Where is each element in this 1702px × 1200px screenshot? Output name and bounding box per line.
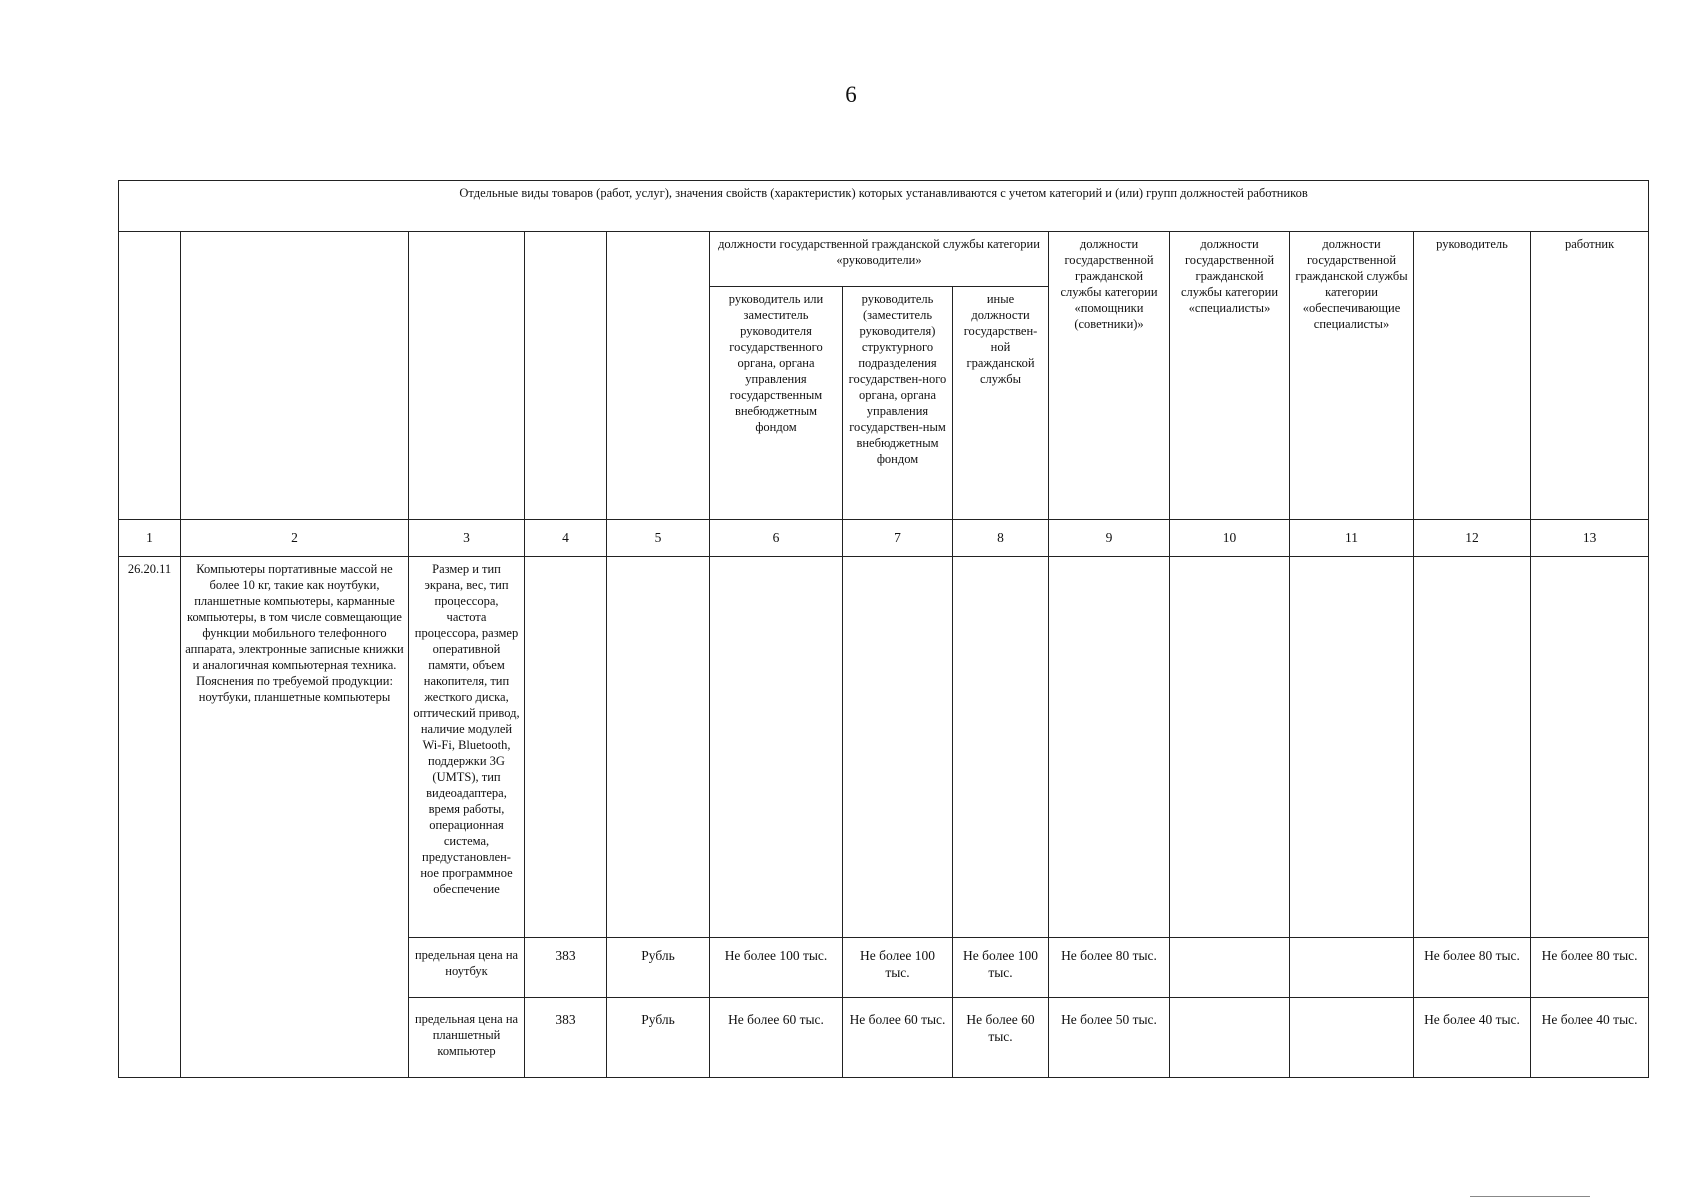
- value-cell: Не более 40 тыс.: [1531, 998, 1649, 1078]
- table-cell-empty: [710, 557, 843, 938]
- subheader-unit-head: руководитель (заместитель руководителя) структурного подразделения государствен-ного органа, органа управления государствен-ным внебюджетным фондом: [843, 287, 953, 520]
- table-cell-empty: [1290, 557, 1414, 938]
- header-specialists: должности государственной гражданской службы категории «специалисты»: [1170, 232, 1290, 520]
- column-number: 6: [710, 520, 843, 557]
- value-cell: Не более 80 тыс.: [1049, 938, 1170, 998]
- value-cell: Не более 100 тыс.: [843, 938, 953, 998]
- footer-rule: [1470, 1196, 1590, 1197]
- header-cell-empty: [607, 232, 710, 520]
- value-cell: [1290, 938, 1414, 998]
- table-cell-empty: [525, 557, 607, 938]
- header-assistants: должности государственной гражданской службы категории «помощники (советники)»: [1049, 232, 1170, 520]
- value-cell: Не более 80 тыс.: [1414, 938, 1531, 998]
- value-cell: [1290, 998, 1414, 1078]
- header-head: руководитель: [1414, 232, 1531, 520]
- value-cell: Не более 60 тыс.: [953, 998, 1049, 1078]
- description-text: Компьютеры портативные массой не более 10 кг, такие как ноутбуки, планшетные компьютеры, карманные компьютеры, в том числе совмещающие функции мобильного телефонного аппарата, электронные записные книжки и аналогичная компьютерная техника.: [185, 562, 404, 672]
- property-name: предельная цена на планшетный компьютер: [409, 998, 525, 1078]
- product-description: [181, 557, 409, 1078]
- value-cell: Не более 100 тыс.: [710, 938, 843, 998]
- column-number: 5: [607, 520, 710, 557]
- table-cell-empty: [1531, 557, 1649, 938]
- column-number: 9: [1049, 520, 1170, 557]
- subheader-agency-head: руководитель или заместитель руководителя государственного органа, органа управления государственным внебюджетным фондом: [710, 287, 843, 520]
- table-cell-empty: [843, 557, 953, 938]
- header-support-specialists: должности государственной гражданской службы категории «обеспечивающие специалисты»: [1290, 232, 1414, 520]
- column-number: 1: [119, 520, 181, 557]
- table-banner: Отдельные виды товаров (работ, услуг), значения свойств (характеристик) которых устанавливаются с учетом категорий и (или) групп должностей работников: [119, 181, 1649, 232]
- table-cell-empty: [953, 557, 1049, 938]
- explanation-text: Пояснения по требуемой продукции: ноутбуки, планшетные компьютеры: [196, 674, 393, 704]
- column-number: 8: [953, 520, 1049, 557]
- value-cell: [1170, 998, 1290, 1078]
- header-leaders-group: должности государственной гражданской службы категории «руководители»: [710, 232, 1049, 287]
- column-number: 7: [843, 520, 953, 557]
- value-cell: Не более 60 тыс.: [843, 998, 953, 1078]
- okpd2-code: 26.20.11: [119, 557, 181, 1078]
- table-row: [119, 557, 1649, 938]
- value-cell: Не более 80 тыс.: [1531, 938, 1649, 998]
- column-number: 4: [525, 520, 607, 557]
- value-cell: Не более 60 тыс.: [710, 998, 843, 1078]
- subheader-other-positions: иные должности государствен-ной гражданской службы: [953, 287, 1049, 520]
- table-cell-empty: [1414, 557, 1531, 938]
- header-cell-empty: [119, 232, 181, 520]
- header-employee: работник: [1531, 232, 1649, 520]
- header-cell-empty: [525, 232, 607, 520]
- header-cell-empty: [181, 232, 409, 520]
- column-number-row: [119, 520, 1649, 557]
- value-cell: Не более 40 тыс.: [1414, 998, 1531, 1078]
- table-cell-empty: [1049, 557, 1170, 938]
- unit-name: Рубль: [607, 998, 710, 1078]
- column-number: 10: [1170, 520, 1290, 557]
- header-row: [119, 232, 1649, 287]
- property-list: Размер и тип экрана, вес, тип процессора, частота процессора, размер оперативной памяти, объем накопителя, тип жесткого диска, оптический привод, наличие модулей Wi-Fi, Bluetooth, поддержки 3G (UMTS), тип видеоадаптера, время работы, операционная система, предустановлен-ное программное обеспечение: [409, 557, 525, 938]
- value-cell: Не более 100 тыс.: [953, 938, 1049, 998]
- okei-code: 383: [525, 938, 607, 998]
- property-name: предельная цена на ноутбук: [409, 938, 525, 998]
- header-cell-empty: [409, 232, 525, 520]
- table-cell-empty: [1170, 557, 1290, 938]
- page-number: 6: [845, 82, 857, 107]
- column-number: 11: [1290, 520, 1414, 557]
- unit-name: Рубль: [607, 938, 710, 998]
- value-cell: [1170, 938, 1290, 998]
- column-number: 13: [1531, 520, 1649, 557]
- requirements-table: [118, 180, 1649, 1078]
- table-cell-empty: [607, 557, 710, 938]
- column-number: 12: [1414, 520, 1531, 557]
- okei-code: 383: [525, 998, 607, 1078]
- banner-row: [119, 181, 1649, 232]
- column-number: 2: [181, 520, 409, 557]
- value-cell: Не более 50 тыс.: [1049, 998, 1170, 1078]
- column-number: 3: [409, 520, 525, 557]
